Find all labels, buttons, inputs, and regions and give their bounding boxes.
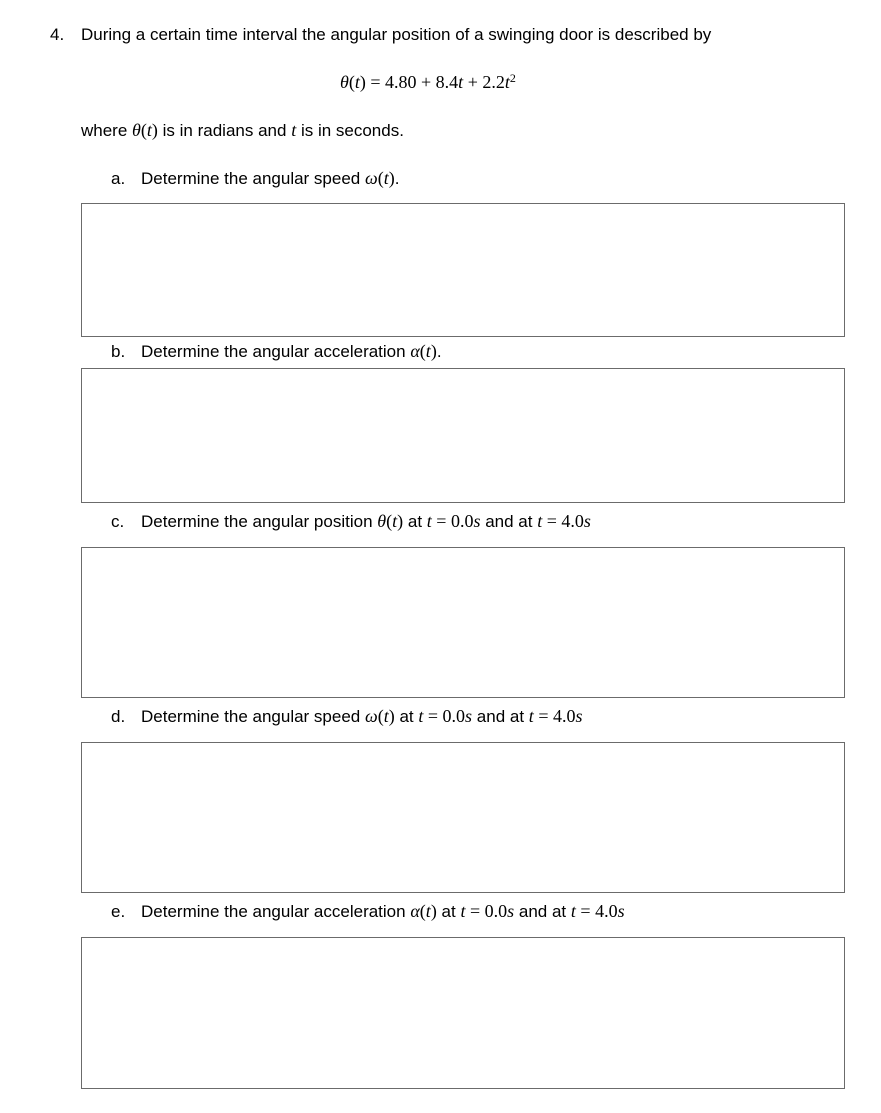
part-symbol: α xyxy=(410,901,420,921)
eq-equals: = xyxy=(370,72,381,92)
part-t: t xyxy=(528,706,534,726)
part-letter: e. xyxy=(111,902,126,921)
answer-box-d[interactable] xyxy=(81,742,845,893)
part-letter: c. xyxy=(111,512,125,531)
answer-box-e[interactable] xyxy=(81,937,845,1089)
units-note: where θ(t) is in radians and t is in seconds. xyxy=(81,120,404,140)
eq-term1-var: t xyxy=(458,72,464,92)
part-text: Determine the angular acceleration xyxy=(141,902,406,921)
part-letter: b. xyxy=(111,342,126,361)
question-number: 4. xyxy=(50,25,65,44)
part-eq: = xyxy=(580,901,591,921)
part-d-prompt: d. Determine the angular speed ω(t) at t = 0.0s and at t = 4.0s xyxy=(111,706,583,726)
where-mid2: is in seconds. xyxy=(300,121,404,140)
part-var: t xyxy=(392,511,398,531)
part-symbol: α xyxy=(410,341,420,361)
part-text: Determine the angular speed xyxy=(141,169,361,188)
part-var: t xyxy=(425,341,431,361)
part-var: t xyxy=(425,901,431,921)
where-t: t xyxy=(291,120,297,140)
eq-theta: θ xyxy=(340,72,349,92)
part-val2: 4.0 xyxy=(552,706,576,726)
part-tail: . xyxy=(394,169,400,188)
where-prefix: where xyxy=(81,121,128,140)
eq-term2-coeff: 2.2 xyxy=(482,72,505,92)
part-t: t xyxy=(418,706,424,726)
position-equation: $\theta(t) = 4.80 + 8.4t + 2.2t^2$ xyxy=(340,71,516,92)
part-eq: = xyxy=(538,706,549,726)
part-symbol: ω xyxy=(364,706,378,726)
part-unit: s xyxy=(507,901,515,921)
part-and: and at xyxy=(476,707,525,726)
where-theta-var: t xyxy=(146,120,152,140)
part-letter: a. xyxy=(111,169,126,188)
eq-term1-coeff: 8.4 xyxy=(435,72,459,92)
part-and: and at xyxy=(485,512,533,531)
part-eq: = xyxy=(469,901,481,921)
part-t: t xyxy=(537,511,543,531)
question-stem: During a certain time interval the angular position of a swinging door is described by xyxy=(81,25,712,44)
part-symbol: ω xyxy=(364,168,378,188)
part-letter: d. xyxy=(111,707,126,726)
part-text: Determine the angular position xyxy=(141,512,373,531)
where-mid1: is in radians and xyxy=(162,121,287,140)
part-val1: 0.0 xyxy=(450,511,474,531)
part-t: t xyxy=(570,901,576,921)
part-t: t xyxy=(460,901,466,921)
eq-plus-2: + xyxy=(467,72,478,92)
part-val2: 4.0 xyxy=(595,901,618,921)
part-t: t xyxy=(426,511,432,531)
part-val1: 0.0 xyxy=(484,901,508,921)
part-eq: = xyxy=(436,511,447,531)
part-c-prompt: c. Determine the angular position θ(t) at t = 0.0s and at t = 4.0s xyxy=(111,511,591,531)
part-unit: s xyxy=(465,706,473,726)
part-and: and at xyxy=(518,902,567,921)
part-unit: s xyxy=(575,706,583,726)
eq-var: t xyxy=(354,72,360,92)
part-at: at xyxy=(441,902,456,921)
eq-exponent: 2 xyxy=(509,71,516,85)
part-text: Determine the angular acceleration xyxy=(141,342,406,361)
part-unit: s xyxy=(583,511,591,531)
eq-term2-var: t xyxy=(504,72,510,92)
part-at: at xyxy=(399,707,414,726)
part-tail: . xyxy=(436,342,442,361)
part-b-prompt: b. Determine the angular acceleration α(t). xyxy=(111,341,442,361)
part-e-prompt: e. Determine the angular acceleration α(t) at t = 0.0s and at t = 4.0s xyxy=(111,901,625,921)
part-var: t xyxy=(383,168,389,188)
part-text: Determine the angular speed xyxy=(141,707,361,726)
part-eq: = xyxy=(546,511,557,531)
part-a-prompt: a. Determine the angular speed ω(t). xyxy=(111,168,400,188)
answer-box-a[interactable] xyxy=(81,203,845,337)
part-symbol: θ xyxy=(377,511,387,531)
where-theta: θ xyxy=(132,120,141,140)
answer-box-c[interactable] xyxy=(81,547,845,698)
part-unit: s xyxy=(617,901,625,921)
part-at: at xyxy=(407,512,423,531)
answer-box-b[interactable] xyxy=(81,368,845,503)
part-eq: = xyxy=(427,706,439,726)
eq-plus-1: + xyxy=(421,72,432,92)
part-val2: 4.0 xyxy=(561,511,584,531)
eq-term0: 4.80 xyxy=(385,72,417,92)
part-unit: s xyxy=(473,511,481,531)
part-val1: 0.0 xyxy=(442,706,466,726)
part-var: t xyxy=(383,706,389,726)
